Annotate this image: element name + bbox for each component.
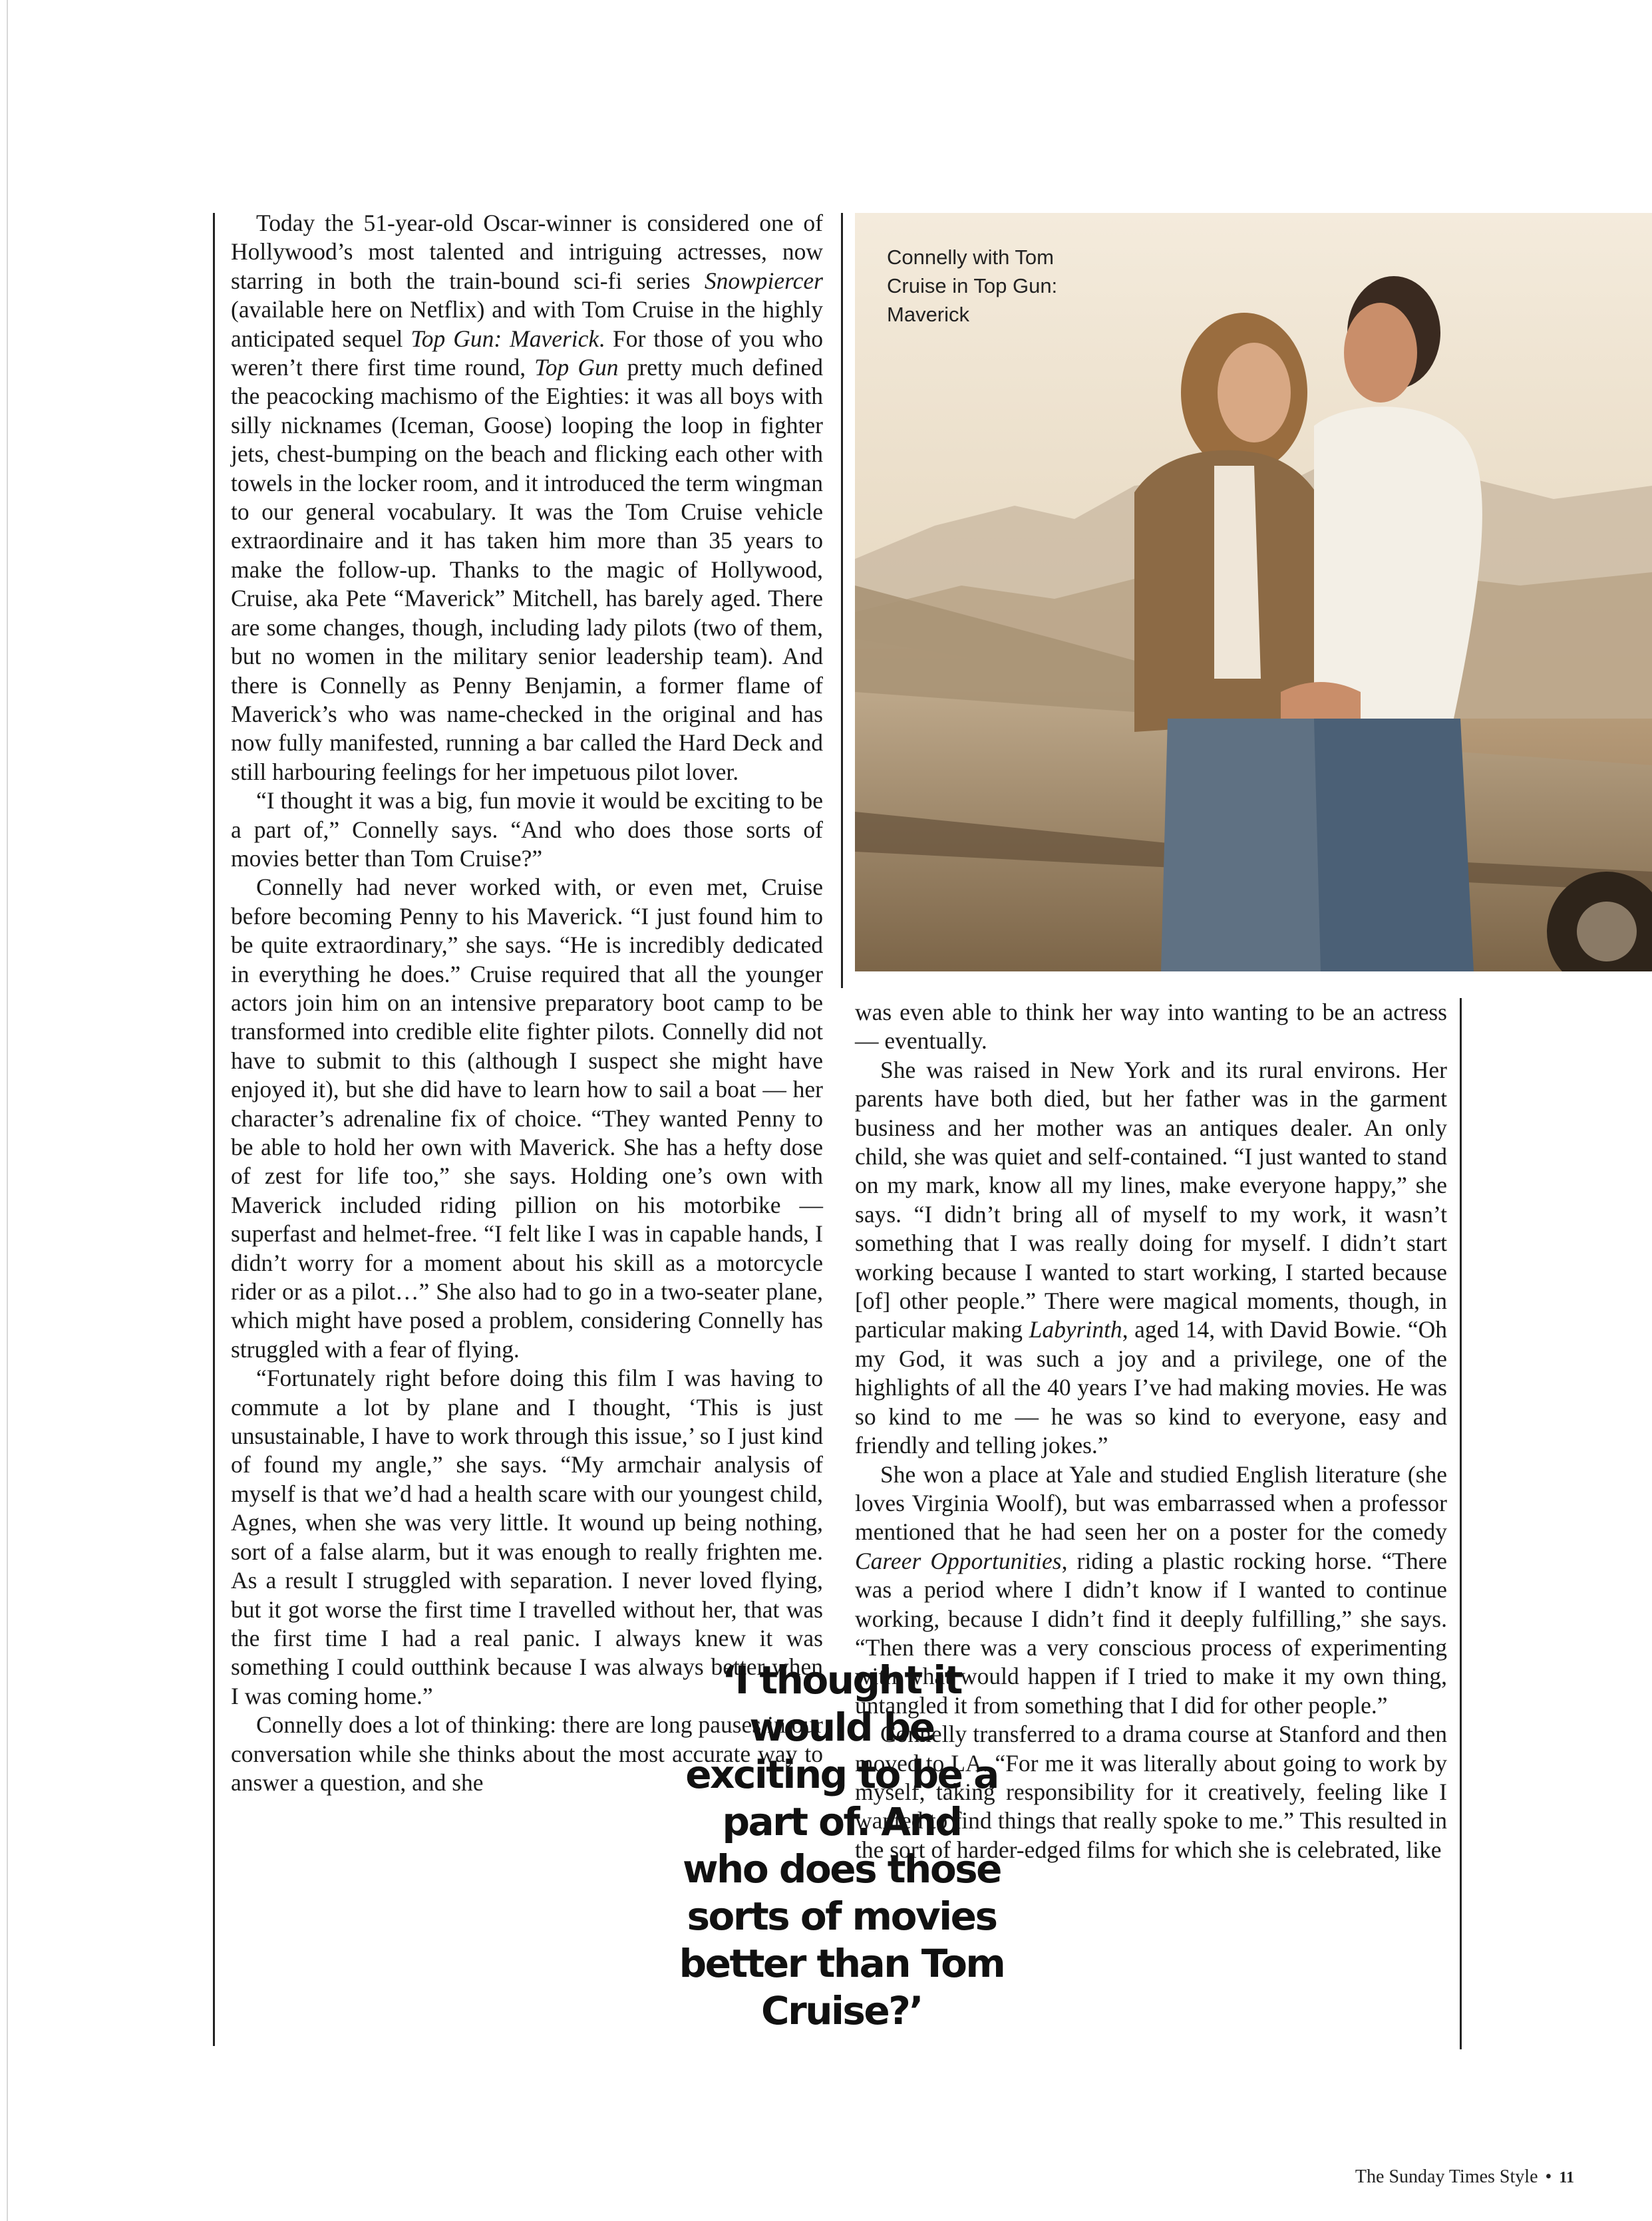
column-rule-center: [841, 213, 843, 988]
column-2-paragraph: was even able to think her way into wanting to be an actress — eventually.: [855, 999, 1447, 1055]
photo-caption: Connelly with Tom Cruise in Top Gun: Maverick: [887, 246, 1058, 326]
column-1-paragraph: Connelly does a lot of thinking: there are long pauses in our conversation while she thinks about the most accurate way to answer a question, and she: [231, 1711, 823, 1796]
pull-quote: [675, 1657, 1008, 2056]
column-rule-right: [1460, 998, 1462, 2049]
column-2-paragraph: Connelly transferred to a drama course at Stanford and then moved to LA. “For me it was literally about going to work by myself, taking responsibility for it creatively, feeling like I wanted to find things that really spoke to me.” This resulted in the sort of harder-edged films for which she is celebrated, like: [855, 1721, 1447, 1863]
column-2-paragraph: She won a place at Yale and studied English literature (she loves Virginia Woolf), but was embarrassed when a professor mentioned that he had seen her on a poster for the comedy Career Opportunities, riding a plastic rocking horse. “There was a period where I didn’t know if I wanted to continue working, because I didn’t find it deeply fulfilling,” she says. “Then there was a very conscious process of experimenting with what would happen if I tried to make it my own thing, untangled it from something that I did for other people.”: [855, 1460, 1447, 1719]
column-1-paragraph: Today the 51-year-old Oscar-winner is considered one of Hollywood’s most talented and intriguing actresses, now starring in both the train-bound sci-fi series Snowpiercer (available here on Netflix) and with Tom Cruise in the highly anticipated sequel Top Gun: Maverick. For those of you who weren’t there first time round, Top Gun pretty much defined the peacocking machismo of the Eighties: it was all boys with silly nicknames (Iceman, Goose) looping the loop in fighter jets, chest-bumping on the beach and flicking each other with towels in the locker room, and it introduced the term wingman to our general vocabulary. It was the Tom Cruise vehicle extraordinaire and it has taken him more than 35 years to make the follow-up. Thanks to the magic of Hollywood, Cruise, aka Pete “Maverick” Mitchell, has barely aged. There are some changes, though, including lady pilots (two of them, but no women in the military senior leadership team). And there is Connelly as Penny Benjamin, a former flame of Maverick’s who was name-checked in the original and has now fully manifested, running a bar called the Hard Deck and still harbouring feelings for her impetuous pilot lover.: [231, 210, 824, 785]
column-1-paragraph: “Fortunately right before doing this film I was having to commute a lot by plane and I thought, ‘This is just unsustainable, I have to work through this issue,’ so I just kind of found my angle,” she says. “My armchair analysis of myself is that we’d had a health scare with our youngest child, Agnes, when she was very little. It wound up being nothing, sort of a false alarm, but it was enough to really frighten me. As a result I struggled with separation. I never loved flying, but it got worse the first time I travelled without her, that was the first time I had a real panic. I always knew it was something I could outthink because I was always better when I was coming home.”: [231, 1365, 823, 1709]
page-edge-rule: [7, 0, 8, 2221]
footer-separator: •: [1545, 2166, 1552, 2187]
publication-name: The Sunday Times Style: [1355, 2166, 1538, 2187]
article-column-1: [231, 209, 823, 1797]
column-2-paragraph: She was raised in New York and its rural environs. Her parents have both died, but her father was in the garment business and her mother was an antiques dealer. An only child, she was quiet and self-contained. “I just wanted to stand on my mark, know all my lines, make everyone happy,” she says. “I didn’t bring all of myself to my work, it wasn’t something that I was really doing for myself. I didn’t start working because I wanted to start working, I started because [of] other people.” There were magical moments, though, in particular making Labyrinth, aged 14, with David Bowie. “Oh my God, it was such a joy and a privilege, one of the highlights of all the 40 years I’ve had making movies. He was so kind to me — he was so kind to everyone, easy and friendly and telling jokes.”: [855, 1056, 1447, 1459]
column-1-paragraph: “I thought it was a big, fun movie it would be exciting to be a part of,” Connelly says. “And who does those sorts of movies better than Tom Cruise?”: [231, 787, 823, 872]
pull-quote-text: ‘I thought it would be exciting to be a part of. And who does those sorts of movies better than Tom Cruise?’: [679, 1657, 1005, 2033]
column-1-paragraph: Connelly had never worked with, or even met, Cruise before becoming Penny to his Maverick. “I just found him to be quite extraordinary,” she says. “He is incredibly dedicated in everything he does.” Cruise required that all the younger actors join him on an intensive preparatory boot camp to be transformed into credible elite fighter pilots. Connelly did not have to submit to this (although I suspect she might have enjoyed it), but she did have to learn how to sail a boat — her character’s adrenaline fix of choice. “They wanted Penny to be able to hold her own with Maverick. She has a hefty dose of zest for life too,” she says. Holding one’s own with Maverick included riding pillion on his motorbike — superfast and helmet-free. “I felt like I was in capable hands, I didn’t worry for a moment about his skill as a motorcycle rider or as a pilot…” She also had to go in a two-seater plane, which might have posed a problem, considering Connelly has struggled with a fear of flying.: [231, 874, 823, 1363]
page-footer: [1355, 2166, 1574, 2188]
column-rule-left: [213, 213, 215, 2046]
page-number: 11: [1559, 2169, 1574, 2186]
